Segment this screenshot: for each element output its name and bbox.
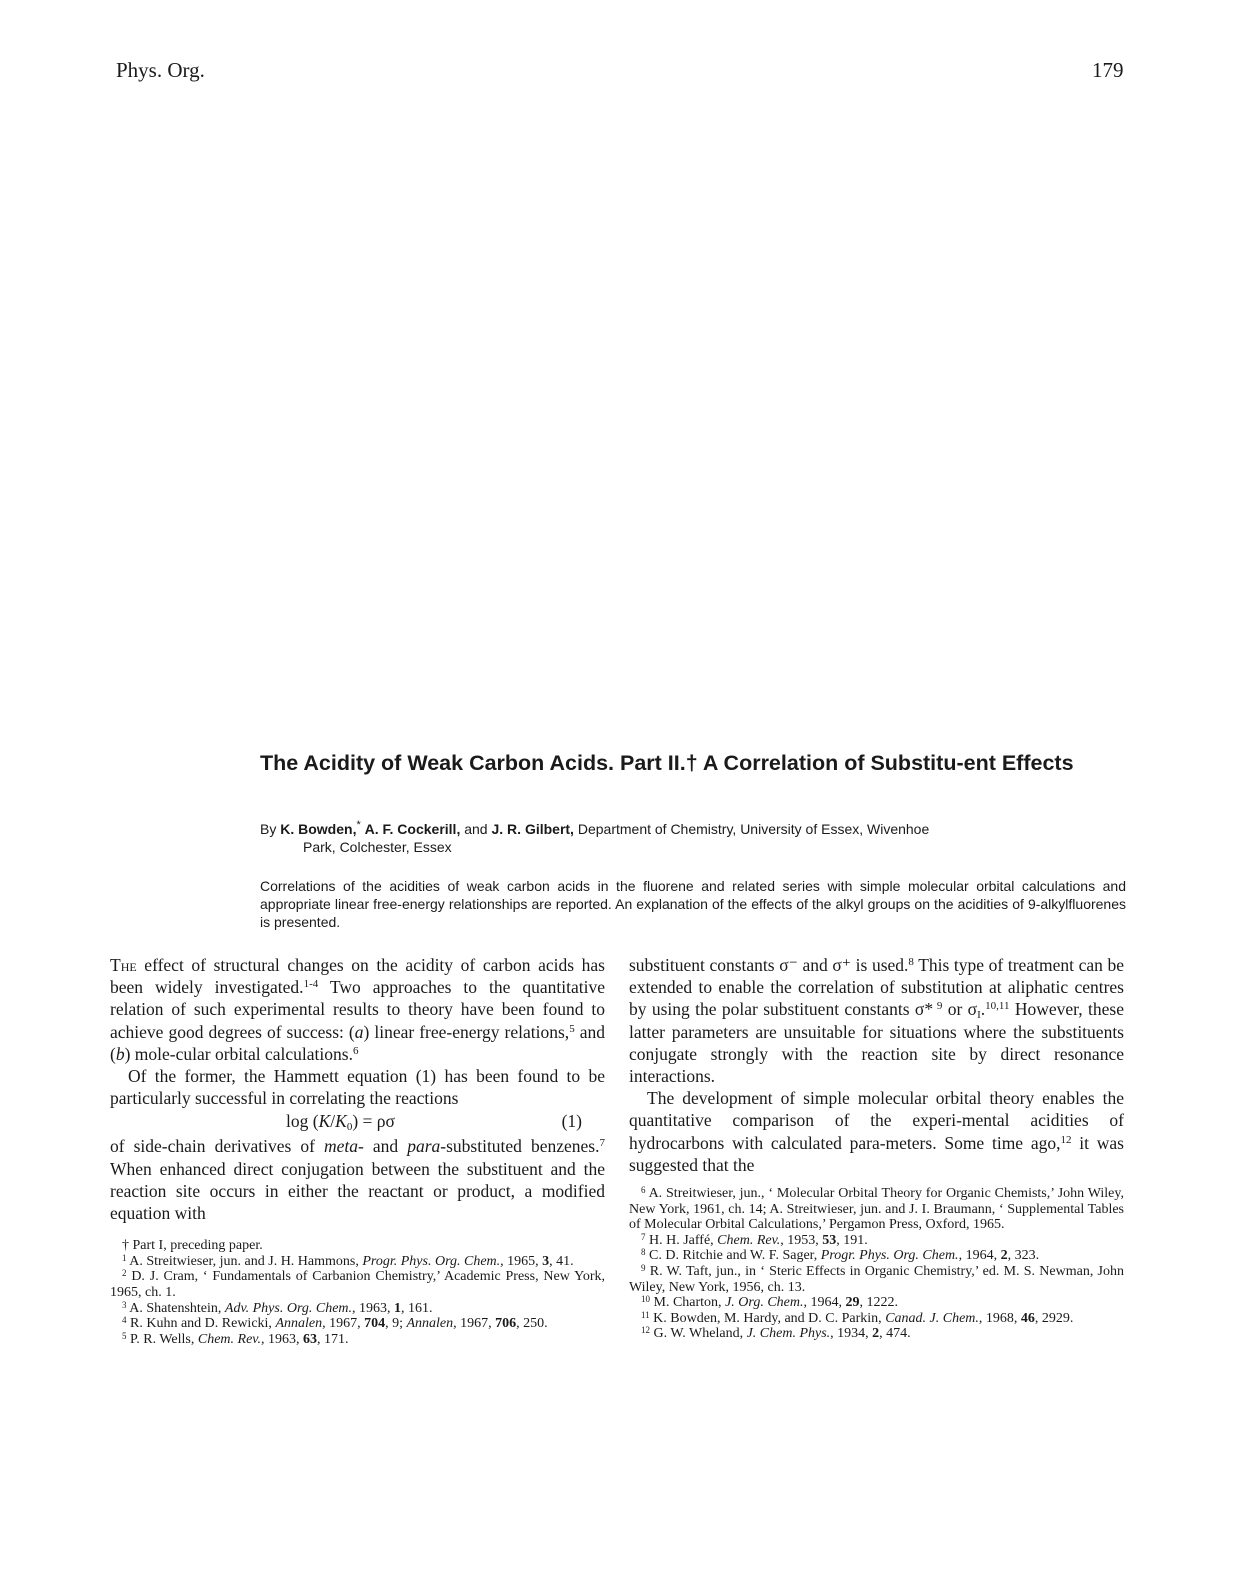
- volume: 704: [364, 1316, 386, 1332]
- text-run: This type of treatment can be extended to enable the correlation of substitution at aliphatic centres by using the polar substituent constants: [629, 955, 1124, 1020]
- footnote: [629, 1248, 1124, 1264]
- text-run: Two approaches to the quantitative relation of such experimental results to theory have been found to achieve good degrees of success: (: [110, 977, 605, 1042]
- drop-caps-word: The: [110, 955, 137, 975]
- corresponding-mark: *: [356, 819, 361, 831]
- text-run: , 1967,: [322, 1316, 365, 1332]
- sigma-plus: σ⁺: [832, 955, 852, 975]
- footnote: [629, 1326, 1124, 1342]
- journal-name: Annalen: [406, 1316, 454, 1332]
- citation: 1-4: [303, 978, 319, 991]
- text-run: However, these latter parameters are unsuitable for situations where the substituents conjugate strongly with the reaction site by direct resonance interactions.: [629, 999, 1124, 1087]
- footnote-number: 9: [641, 1263, 646, 1273]
- footnote: [629, 1311, 1124, 1327]
- citation: 6: [352, 1044, 359, 1057]
- byline-by: By: [260, 821, 277, 837]
- text-run: and: [797, 955, 833, 975]
- citation: 8: [908, 956, 914, 968]
- text-run: , 41.: [549, 1253, 574, 1269]
- paragraph: [110, 1135, 605, 1224]
- text-run: M. Charton,: [650, 1295, 726, 1311]
- text-run: ) linear free-energy relations,: [363, 1021, 570, 1042]
- text-run: , 1963,: [260, 1331, 303, 1347]
- italic-text: b: [115, 1043, 125, 1064]
- paragraph: [110, 954, 605, 1065]
- equation-number: (1): [561, 1111, 582, 1132]
- article-title: The Acidity of Weak Carbon Acids. Part II.† A Correlation of Substitu-ent Effects: [260, 751, 1074, 775]
- text-run: H. H. Jaffé,: [645, 1232, 718, 1248]
- text-run: , 1967,: [453, 1316, 496, 1332]
- footnote-number: 2: [122, 1268, 127, 1279]
- text-run: or: [942, 999, 968, 1020]
- footnote-number: 11: [641, 1309, 650, 1320]
- text-run: K. Bowden, M. Hardy, and D. C. Parkin,: [649, 1310, 886, 1326]
- author-name: K. Bowden,: [280, 821, 357, 837]
- body-column-left: [110, 954, 605, 1347]
- footnote-dagger: † Part I, preceding paper.: [122, 1238, 263, 1254]
- author-name: A. F. Cockerill,: [364, 821, 461, 837]
- text-run: , 171.: [316, 1331, 349, 1347]
- text-run: substituent constants: [629, 955, 780, 975]
- journal-name: J. Org. Chem.: [725, 1295, 804, 1311]
- equation-part: K: [335, 1111, 347, 1132]
- journal-name: Adv. Phys. Org. Chem.: [224, 1300, 353, 1316]
- footnote: [629, 1233, 1124, 1249]
- journal-name: J. Chem. Phys.: [746, 1326, 831, 1342]
- text-run: and (: [110, 1021, 605, 1064]
- text-run: R. Kuhn and D. Rewicki,: [126, 1316, 276, 1332]
- volume: 3: [542, 1253, 550, 1269]
- text-run: G. W. Wheland,: [650, 1326, 747, 1342]
- footnote: [629, 1186, 1124, 1233]
- citation: 10,11: [985, 1000, 1010, 1013]
- volume: 2: [872, 1326, 880, 1342]
- text-run: , 1222.: [859, 1295, 898, 1311]
- volume: 53: [822, 1232, 837, 1248]
- paragraph: [629, 1087, 1124, 1176]
- text-run: , 161.: [401, 1300, 433, 1316]
- equation-part: /: [330, 1111, 336, 1132]
- journal-name: Progr. Phys. Org. Chem.: [820, 1248, 959, 1264]
- volume: 46: [1020, 1310, 1035, 1326]
- journal-name: Annalen: [275, 1316, 323, 1332]
- journal-name: Chem. Rev.: [197, 1331, 261, 1347]
- journal-name: Canad. J. Chem.: [885, 1310, 979, 1326]
- footnote-number: 4: [122, 1315, 127, 1326]
- footnote: [629, 1295, 1124, 1311]
- footnote: [110, 1316, 605, 1332]
- text-run: is used.: [851, 955, 909, 975]
- footnote: [110, 1332, 605, 1348]
- journal-name: Progr. Phys. Org. Chem.: [362, 1253, 501, 1269]
- affiliation: Department of Chemistry, University of Essex, Wivenhoe: [577, 821, 930, 837]
- text-run: , 474.: [879, 1326, 911, 1342]
- footnote-number: 5: [122, 1330, 127, 1341]
- volume: 29: [845, 1295, 860, 1311]
- volume: 1: [394, 1300, 402, 1316]
- text-run: , 1964,: [803, 1295, 846, 1311]
- text-run: When enhanced direct conjugation between the substituent and the reaction site occurs in either the reactant or product, a modified equation with: [110, 1158, 605, 1224]
- text-run: , 2929.: [1034, 1310, 1074, 1326]
- text-run: , 1963,: [352, 1300, 395, 1316]
- text-run: of side-chain derivatives of: [110, 1136, 324, 1157]
- text-run: - and: [358, 1136, 408, 1157]
- text-run: , 323.: [1007, 1248, 1040, 1264]
- footnote-number: 3: [122, 1299, 127, 1310]
- sigma-star: σ*: [914, 999, 934, 1020]
- citation: 7: [599, 1137, 605, 1150]
- footnote: [629, 1264, 1124, 1295]
- paragraph: [629, 954, 1124, 1087]
- text-run: -substituted benzenes.: [440, 1136, 600, 1157]
- byline: [260, 820, 1130, 856]
- text-run: ) mole-cular orbital calculations.: [124, 1043, 353, 1064]
- footnote: [110, 1254, 605, 1270]
- text-run: , 250.: [516, 1316, 548, 1332]
- text-run: C. D. Ritchie and W. F. Sager,: [645, 1248, 821, 1264]
- text-run: D. J. Cram, ‘ Fundamentals of Carbanion Chemistry,’ Academic Press, New York, 1965, ch. 1.: [110, 1269, 605, 1301]
- text-run: , 1965,: [500, 1253, 543, 1269]
- italic-text: para: [407, 1136, 441, 1157]
- footnotes-left: [110, 1238, 605, 1347]
- footnote-number: 6: [641, 1185, 646, 1196]
- page-number: 179: [1092, 58, 1124, 82]
- text-run: A. Shatenshtein,: [126, 1300, 225, 1316]
- footnote-number: 8: [641, 1247, 646, 1258]
- running-head: Phys. Org.: [116, 58, 205, 82]
- text-run: The development of simple molecular orbital theory enables the quantitative comparison of the experi-mental acidities of hydrocarbons with calculated para-meters. Some time ago,: [629, 1088, 1124, 1153]
- italic-text: meta: [324, 1136, 359, 1157]
- citation: 9: [933, 1000, 943, 1013]
- footnote-number: 1: [122, 1252, 127, 1263]
- text-run: , 1934,: [830, 1326, 873, 1342]
- footnote-number: 7: [641, 1231, 646, 1242]
- equation-part: log (: [286, 1111, 319, 1132]
- text-run: effect of structural changes on the acidity of carbon acids has been widely investigated.: [110, 955, 605, 998]
- sigma-i: σ: [967, 999, 978, 1020]
- equation-expression: [286, 1110, 395, 1132]
- sigma-minus: σ⁻: [779, 955, 798, 975]
- volume: 706: [495, 1316, 517, 1332]
- footnote-number: 10: [641, 1294, 650, 1305]
- italic-text: a: [354, 1021, 364, 1042]
- footnotes-right: [629, 1186, 1124, 1342]
- text-run: .: [980, 999, 986, 1020]
- author-name: J. R. Gilbert,: [491, 821, 574, 837]
- text-run: A. Streitwieser, jun., ‘ Molecular Orbital Theory for Organic Chemists,’ John Wiley, New York, 1961, ch. 14; A. Streitwieser, jun. and J. I. Braumann, ‘ Supplemental Tables of Molecular Orbital Calculations,’ Pergamon Press, Oxford, 1965.: [629, 1186, 1124, 1233]
- equation-subscript: 0: [346, 1121, 353, 1134]
- hammett-equation: [110, 1110, 605, 1134]
- text-run: , 9;: [385, 1316, 407, 1332]
- text-run: , 191.: [836, 1232, 868, 1248]
- equation-part: K: [318, 1111, 331, 1132]
- journal-name: Chem. Rev.: [717, 1232, 781, 1248]
- equation-part: ) = ρσ: [352, 1111, 395, 1132]
- text-run: , 1968,: [978, 1310, 1021, 1326]
- affiliation-continued: Park, Colchester, Essex: [303, 839, 452, 855]
- abstract: Correlations of the acidities of weak carbon acids in the fluorene and related series with simple molecular orbital calculations and appropriate linear free-energy relationships are reported. An explanation of the effects of the alkyl groups on the acidities of 9-alkylfluorenes is presented.: [260, 878, 1126, 930]
- footnote: [110, 1269, 605, 1300]
- sigma-i-subscript: I: [977, 1009, 981, 1022]
- citation: 5: [569, 1022, 575, 1035]
- body-column-right: [629, 954, 1124, 1342]
- paragraph: Of the former, the Hammett equation (1) has been found to be particularly successful in correlating the reactions: [110, 1066, 605, 1109]
- footnote: [110, 1301, 605, 1317]
- text-run: R. W. Taft, jun., in ‘ Steric Effects in Organic Chemistry,’ ed. M. S. Newman, John Wiley, New York, 1956, ch. 13.: [629, 1264, 1124, 1295]
- citation: 12: [1060, 1133, 1072, 1146]
- text-run: P. R. Wells,: [126, 1331, 198, 1347]
- footnote-number: 12: [641, 1325, 650, 1336]
- text-run: A. Streitwieser, jun. and J. H. Hammons,: [126, 1253, 363, 1269]
- byline-and: and: [464, 821, 488, 837]
- text-run: , 1964,: [958, 1248, 1001, 1264]
- text-run: it was suggested that the: [629, 1132, 1124, 1175]
- volume: 2: [1000, 1248, 1008, 1264]
- volume: 63: [302, 1331, 317, 1347]
- text-run: , 1953,: [780, 1232, 823, 1248]
